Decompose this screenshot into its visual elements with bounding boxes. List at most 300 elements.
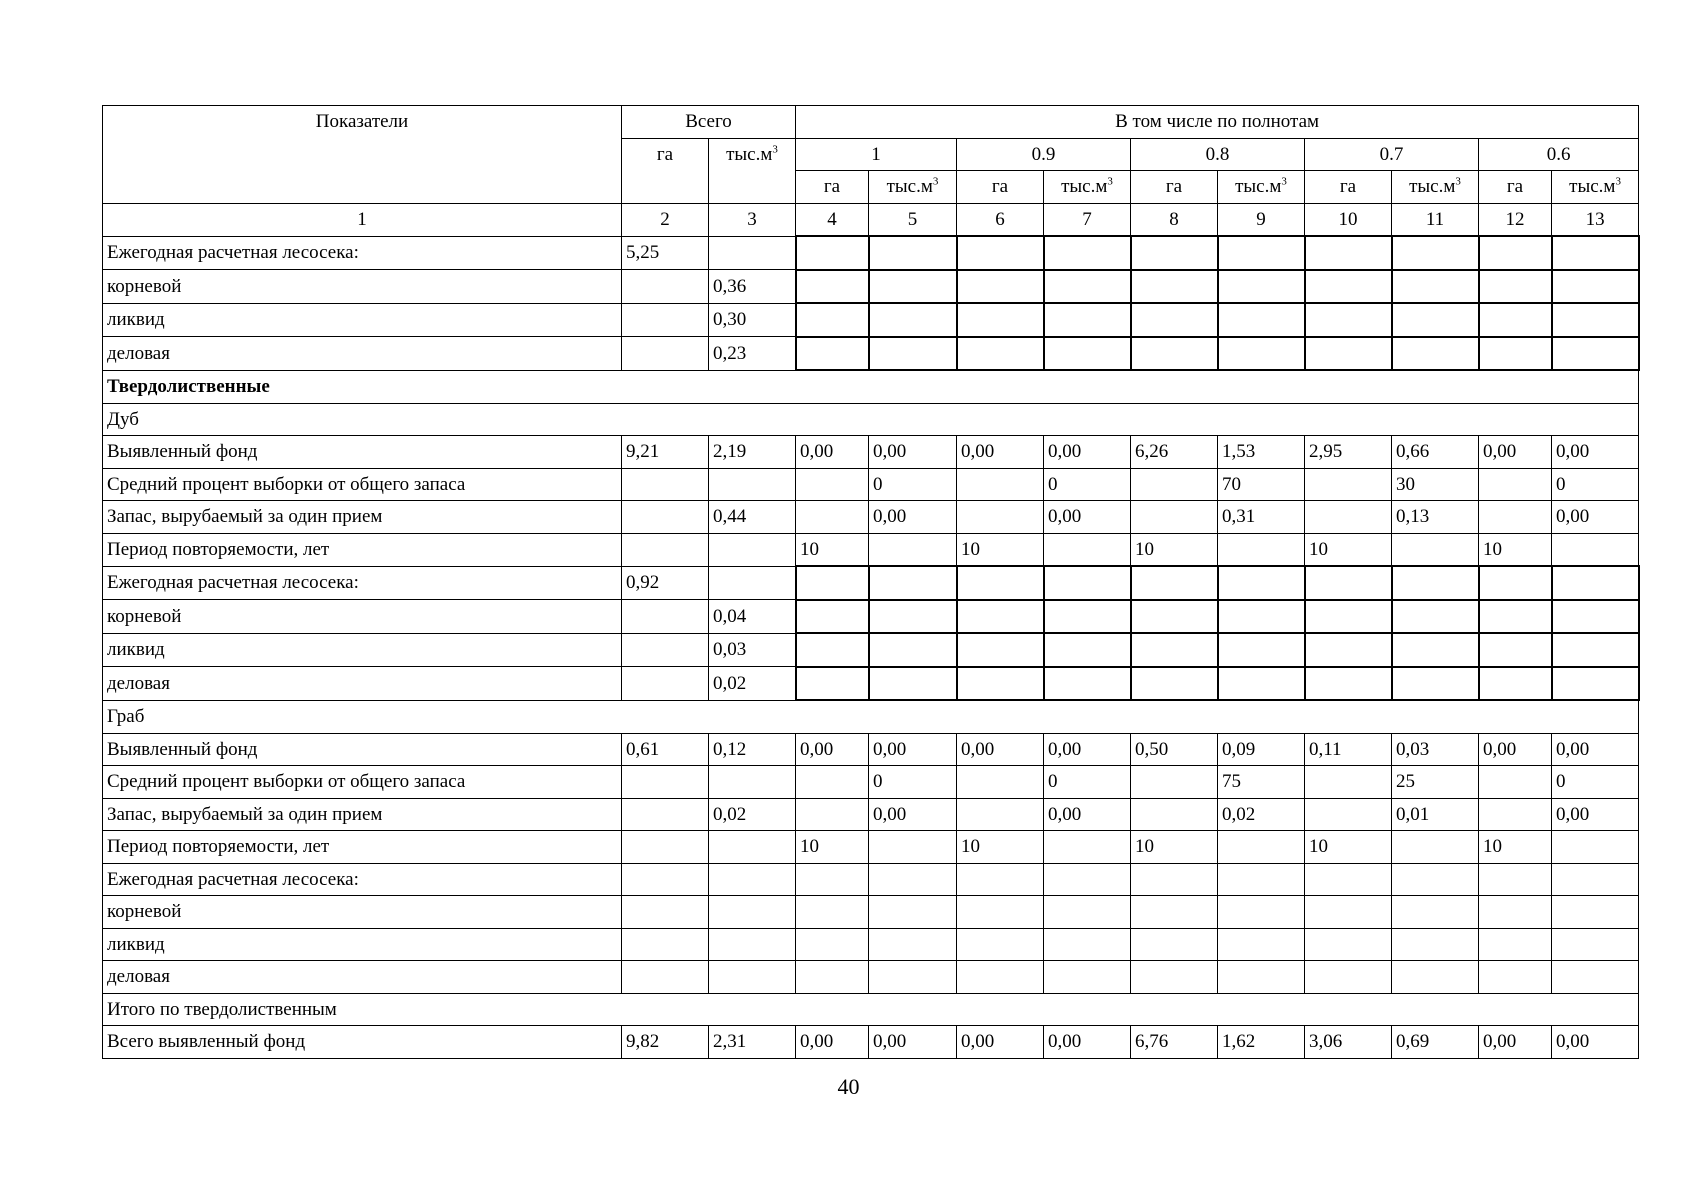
- table-cell: 0,00: [1552, 436, 1639, 469]
- table-cell: [1552, 600, 1639, 634]
- table-cell: [1392, 303, 1479, 337]
- table-cell: [957, 468, 1044, 501]
- table-cell: 0,66: [1392, 436, 1479, 469]
- table-cell: [1131, 236, 1218, 270]
- table-cell: 0,11: [1305, 733, 1392, 766]
- table-cell: [1044, 896, 1131, 929]
- header-unit-volume: $тыс.м^3$: [1392, 171, 1479, 204]
- table-cell: 2,31: [709, 1026, 796, 1059]
- row-label: ликвид: [103, 928, 622, 961]
- table-cell: [1044, 270, 1131, 304]
- table-cell: [1552, 863, 1639, 896]
- table-cell: [622, 468, 709, 501]
- section-row: [103, 700, 1639, 733]
- table-cell: [622, 633, 709, 667]
- header-unit-volume: $тыс.м^3$: [1044, 171, 1131, 204]
- table-cell: 0,02: [709, 667, 796, 701]
- header-unit-ha: га: [1131, 171, 1218, 204]
- table-cell: [957, 798, 1044, 831]
- table-cell: [709, 928, 796, 961]
- table-cell: [622, 766, 709, 799]
- table-cell: [869, 533, 957, 566]
- table-cell: [869, 863, 957, 896]
- table-cell: [869, 303, 957, 337]
- table-cell: 10: [1131, 831, 1218, 864]
- table-cell: 9,21: [622, 436, 709, 469]
- table-row: [103, 766, 1639, 799]
- table-cell: 0,44: [709, 501, 796, 534]
- table-cell: [622, 501, 709, 534]
- table-cell: [1305, 961, 1392, 994]
- table-cell: [957, 961, 1044, 994]
- table-cell: [1552, 667, 1639, 701]
- table-cell: [1218, 633, 1305, 667]
- table-cell: [796, 961, 869, 994]
- header-unit-volume: $тыс.м^3$: [1552, 171, 1639, 204]
- table-cell: [957, 236, 1044, 270]
- table-row: [103, 896, 1639, 929]
- table-cell: 10: [796, 533, 869, 566]
- table-cell: [1218, 533, 1305, 566]
- table-cell: 0,61: [622, 733, 709, 766]
- table-cell: [1552, 236, 1639, 270]
- table-cell: [869, 633, 957, 667]
- table-cell: 10: [796, 831, 869, 864]
- table-cell: 0: [1044, 766, 1131, 799]
- table-cell: [1131, 766, 1218, 799]
- table-cell: [957, 501, 1044, 534]
- table-cell: 0: [869, 468, 957, 501]
- table-cell: [622, 667, 709, 701]
- table-cell: [957, 270, 1044, 304]
- column-number: 5: [869, 203, 957, 236]
- table-cell: [709, 533, 796, 566]
- table-cell: 0,03: [1392, 733, 1479, 766]
- row-label: корневой: [103, 600, 622, 634]
- table-cell: 10: [957, 831, 1044, 864]
- table-cell: 6,26: [1131, 436, 1218, 469]
- table-cell: 0,00: [1552, 798, 1639, 831]
- table-cell: 25: [1392, 766, 1479, 799]
- table-cell: [1305, 303, 1392, 337]
- table-cell: [1392, 270, 1479, 304]
- column-number: 12: [1479, 203, 1552, 236]
- table-cell: [1218, 303, 1305, 337]
- table-cell: 70: [1218, 468, 1305, 501]
- table-cell: [1479, 236, 1552, 270]
- table-cell: [1552, 831, 1639, 864]
- table-cell: [1044, 236, 1131, 270]
- table-cell: 0,69: [1392, 1026, 1479, 1059]
- header-total-volume: $тыс.м^3$: [709, 138, 796, 203]
- table-cell: 0,92: [622, 566, 709, 600]
- table-cell: [622, 896, 709, 929]
- table-cell: 0,00: [869, 733, 957, 766]
- header-density-0-9: 0.9: [957, 138, 1131, 171]
- table-cell: [1305, 667, 1392, 701]
- row-label: деловая: [103, 667, 622, 701]
- table-cell: [796, 270, 869, 304]
- header-indicators: Показатели: [103, 106, 622, 204]
- table-cell: [1552, 270, 1639, 304]
- table-cell: 3,06: [1305, 1026, 1392, 1059]
- table-cell: [957, 303, 1044, 337]
- table-cell: [796, 600, 869, 634]
- table-cell: 0,30: [709, 303, 796, 337]
- table-cell: [1305, 337, 1392, 371]
- table-cell: [1218, 831, 1305, 864]
- table-cell: [1044, 667, 1131, 701]
- table-cell: [796, 337, 869, 371]
- table-cell: [1131, 667, 1218, 701]
- table-cell: [1305, 270, 1392, 304]
- table-cell: 0,02: [709, 798, 796, 831]
- table-cell: 5,25: [622, 236, 709, 270]
- table-cell: [1131, 928, 1218, 961]
- row-label: Средний процент выборки от общего запаса: [103, 766, 622, 799]
- table-cell: 0,23: [709, 337, 796, 371]
- table-cell: [622, 831, 709, 864]
- column-number: 3: [709, 203, 796, 236]
- table-cell: [957, 667, 1044, 701]
- table-cell: 0,13: [1392, 501, 1479, 534]
- table-cell: [1218, 863, 1305, 896]
- table-cell: [1479, 600, 1552, 634]
- table-cell: [622, 533, 709, 566]
- table-cell: [1131, 633, 1218, 667]
- table-cell: 0: [1552, 468, 1639, 501]
- table-row: [103, 501, 1639, 534]
- table-cell: [1044, 831, 1131, 864]
- table-cell: 0,00: [1044, 1026, 1131, 1059]
- table-cell: [1305, 896, 1392, 929]
- row-label: Выявленный фонд: [103, 436, 622, 469]
- table-cell: [622, 303, 709, 337]
- table-cell: 0,00: [1479, 1026, 1552, 1059]
- table-cell: [869, 600, 957, 634]
- table-cell: 0,00: [957, 1026, 1044, 1059]
- table-cell: 0: [869, 766, 957, 799]
- table-cell: 9,82: [622, 1026, 709, 1059]
- table-cell: [1479, 337, 1552, 371]
- table-cell: [709, 863, 796, 896]
- row-label: корневой: [103, 896, 622, 929]
- table-cell: [796, 896, 869, 929]
- table-cell: [1392, 928, 1479, 961]
- column-number: 10: [1305, 203, 1392, 236]
- table-cell: 0: [1044, 468, 1131, 501]
- column-number: 8: [1131, 203, 1218, 236]
- table-cell: [1305, 798, 1392, 831]
- header-density-0-8: 0.8: [1131, 138, 1305, 171]
- table-row: [103, 633, 1639, 667]
- table-cell: [1552, 337, 1639, 371]
- table-cell: [957, 566, 1044, 600]
- section-label: Итого по твердолиственным: [103, 993, 1639, 1026]
- column-number: 4: [796, 203, 869, 236]
- header-unit-ha: га: [957, 171, 1044, 204]
- table-cell: [1218, 337, 1305, 371]
- table-cell: 0,00: [869, 501, 957, 534]
- table-cell: [1392, 566, 1479, 600]
- table-cell: [957, 896, 1044, 929]
- table-row: [103, 436, 1639, 469]
- table-cell: 0,00: [796, 733, 869, 766]
- table-cell: [1044, 566, 1131, 600]
- table-cell: [957, 337, 1044, 371]
- row-label: Запас, вырубаемый за один прием: [103, 501, 622, 534]
- table-row: [103, 303, 1639, 337]
- table-cell: [1044, 600, 1131, 634]
- row-label: Период повторяемости, лет: [103, 831, 622, 864]
- table-cell: [869, 928, 957, 961]
- table-cell: 6,76: [1131, 1026, 1218, 1059]
- table-cell: 0,00: [1479, 733, 1552, 766]
- table-cell: [796, 236, 869, 270]
- section-row: [103, 403, 1639, 436]
- table-cell: [1131, 896, 1218, 929]
- table-cell: 30: [1392, 468, 1479, 501]
- table-cell: 2,19: [709, 436, 796, 469]
- table-cell: [1392, 337, 1479, 371]
- table-cell: [1392, 667, 1479, 701]
- table-cell: [869, 337, 957, 371]
- table-cell: [796, 566, 869, 600]
- table-cell: 0,00: [869, 1026, 957, 1059]
- table-cell: [709, 896, 796, 929]
- table-cell: [1044, 337, 1131, 371]
- table-cell: [1305, 766, 1392, 799]
- row-label: Ежегодная расчетная лесосека:: [103, 566, 622, 600]
- table-cell: 0,04: [709, 600, 796, 634]
- table-cell: 0,01: [1392, 798, 1479, 831]
- table-cell: [869, 831, 957, 864]
- table-cell: [1392, 236, 1479, 270]
- table-cell: [622, 863, 709, 896]
- table-cell: [1305, 928, 1392, 961]
- table-cell: [1552, 303, 1639, 337]
- table-cell: [1552, 533, 1639, 566]
- table-cell: 0,00: [1044, 733, 1131, 766]
- table-cell: [796, 468, 869, 501]
- table-cell: [1131, 337, 1218, 371]
- table-cell: 10: [1305, 533, 1392, 566]
- table-cell: [1044, 928, 1131, 961]
- table-cell: 0,09: [1218, 733, 1305, 766]
- table-cell: 1,62: [1218, 1026, 1305, 1059]
- table-row: [103, 863, 1639, 896]
- table-row: [103, 798, 1639, 831]
- table-cell: [1392, 896, 1479, 929]
- table-cell: 0,00: [1044, 436, 1131, 469]
- table-cell: [1131, 863, 1218, 896]
- table-cell: [622, 337, 709, 371]
- row-label: Запас, вырубаемый за один прием: [103, 798, 622, 831]
- table-cell: [1552, 896, 1639, 929]
- table-cell: [869, 270, 957, 304]
- table-cell: [796, 633, 869, 667]
- table-cell: [869, 961, 957, 994]
- header-total-ha: га: [622, 138, 709, 203]
- header-by-density: В том числе по полнотам: [796, 106, 1639, 139]
- table-cell: [1479, 303, 1552, 337]
- section-label: Граб: [103, 700, 1639, 733]
- table-cell: 0: [1552, 766, 1639, 799]
- table-cell: [709, 961, 796, 994]
- table-cell: [709, 566, 796, 600]
- table-cell: 0,00: [957, 436, 1044, 469]
- table-row: [103, 566, 1639, 600]
- table-cell: [1044, 303, 1131, 337]
- table-row: [103, 533, 1639, 566]
- table-cell: [1218, 667, 1305, 701]
- column-number: 13: [1552, 203, 1639, 236]
- table-row: [103, 733, 1639, 766]
- table-row: [103, 928, 1639, 961]
- header-density-1: 1: [796, 138, 957, 171]
- column-number: 9: [1218, 203, 1305, 236]
- table-cell: [1305, 468, 1392, 501]
- table-cell: [622, 961, 709, 994]
- table-cell: 0,36: [709, 270, 796, 304]
- table-cell: 0,00: [1552, 1026, 1639, 1059]
- table-cell: 2,95: [1305, 436, 1392, 469]
- table-cell: [869, 236, 957, 270]
- table-cell: [1044, 533, 1131, 566]
- table-cell: 75: [1218, 766, 1305, 799]
- table-cell: [1552, 633, 1639, 667]
- table-cell: [1479, 633, 1552, 667]
- table-cell: 0,00: [1552, 501, 1639, 534]
- section-label: Твердолиственные: [103, 370, 1639, 403]
- table-cell: 0,00: [796, 436, 869, 469]
- table-cell: [1479, 896, 1552, 929]
- table-cell: [1552, 566, 1639, 600]
- section-label: Дуб: [103, 403, 1639, 436]
- table-cell: [957, 600, 1044, 634]
- table-cell: [1392, 831, 1479, 864]
- table-cell: [1218, 600, 1305, 634]
- column-number: 6: [957, 203, 1044, 236]
- table-cell: [1131, 961, 1218, 994]
- table-cell: [1131, 303, 1218, 337]
- table-cell: [796, 303, 869, 337]
- section-row: [103, 993, 1639, 1026]
- table-cell: [1218, 961, 1305, 994]
- header-unit-volume: $тыс.м^3$: [869, 171, 957, 204]
- table-row: [103, 667, 1639, 701]
- page-number: 40: [837, 1074, 860, 1099]
- table-cell: [1305, 633, 1392, 667]
- row-label: Ежегодная расчетная лесосека:: [103, 236, 622, 270]
- table-cell: 10: [1305, 831, 1392, 864]
- table-cell: 0,00: [1044, 798, 1131, 831]
- table-cell: [1305, 566, 1392, 600]
- row-label: Выявленный фонд: [103, 733, 622, 766]
- table-cell: [1479, 270, 1552, 304]
- table-cell: 10: [957, 533, 1044, 566]
- table-cell: [957, 766, 1044, 799]
- table-cell: [1218, 896, 1305, 929]
- table-cell: [796, 766, 869, 799]
- table-row: [103, 236, 1639, 270]
- table-cell: [1305, 600, 1392, 634]
- header-unit-ha: га: [1305, 171, 1392, 204]
- row-label: Период повторяемости, лет: [103, 533, 622, 566]
- header-row-1: [103, 106, 1639, 139]
- table-cell: [957, 863, 1044, 896]
- table-cell: [1131, 600, 1218, 634]
- table-cell: [1305, 236, 1392, 270]
- row-label: корневой: [103, 270, 622, 304]
- table-cell: [1305, 501, 1392, 534]
- table-cell: [622, 928, 709, 961]
- table-cell: 0,00: [1479, 436, 1552, 469]
- table-cell: [1392, 533, 1479, 566]
- table-cell: [1044, 633, 1131, 667]
- table-cell: 10: [1131, 533, 1218, 566]
- table-cell: 0,00: [796, 1026, 869, 1059]
- table-cell: [1305, 863, 1392, 896]
- forest-cutting-table: [102, 105, 1640, 1059]
- table-row: [103, 600, 1639, 634]
- table-cell: [1479, 863, 1552, 896]
- table-cell: [1552, 928, 1639, 961]
- table-cell: [1044, 863, 1131, 896]
- table-cell: 10: [1479, 831, 1552, 864]
- table-cell: 0,00: [869, 436, 957, 469]
- table-cell: [796, 798, 869, 831]
- row-label: деловая: [103, 337, 622, 371]
- table-cell: 0,02: [1218, 798, 1305, 831]
- table-cell: [709, 766, 796, 799]
- table-cell: [709, 831, 796, 864]
- table-cell: [709, 236, 796, 270]
- table-cell: [796, 928, 869, 961]
- header-unit-volume: $тыс.м^3$: [1218, 171, 1305, 204]
- column-number: 11: [1392, 203, 1479, 236]
- column-number: 1: [103, 203, 622, 236]
- table-cell: 0,12: [709, 733, 796, 766]
- row-label: Всего выявленный фонд: [103, 1026, 622, 1059]
- table-cell: [622, 600, 709, 634]
- table-cell: [1479, 566, 1552, 600]
- table-cell: [709, 468, 796, 501]
- table-cell: [1392, 863, 1479, 896]
- table-row: [103, 831, 1639, 864]
- table-row: [103, 270, 1639, 304]
- table-cell: [1392, 961, 1479, 994]
- table-cell: [1392, 633, 1479, 667]
- table-cell: [1479, 667, 1552, 701]
- section-row: [103, 370, 1639, 403]
- row-label: Средний процент выборки от общего запаса: [103, 468, 622, 501]
- table-row: [103, 468, 1639, 501]
- table-cell: 0,00: [1552, 733, 1639, 766]
- table-cell: [869, 667, 957, 701]
- header-density-0-6: 0.6: [1479, 138, 1639, 171]
- header-row-column-numbers: [103, 203, 1639, 236]
- table-cell: [1479, 468, 1552, 501]
- table-cell: 0,31: [1218, 501, 1305, 534]
- table-cell: [1131, 468, 1218, 501]
- table-cell: [1131, 798, 1218, 831]
- table-cell: [869, 896, 957, 929]
- table-cell: 10: [1479, 533, 1552, 566]
- table-cell: [1218, 270, 1305, 304]
- table-cell: [1552, 961, 1639, 994]
- table-cell: [1044, 961, 1131, 994]
